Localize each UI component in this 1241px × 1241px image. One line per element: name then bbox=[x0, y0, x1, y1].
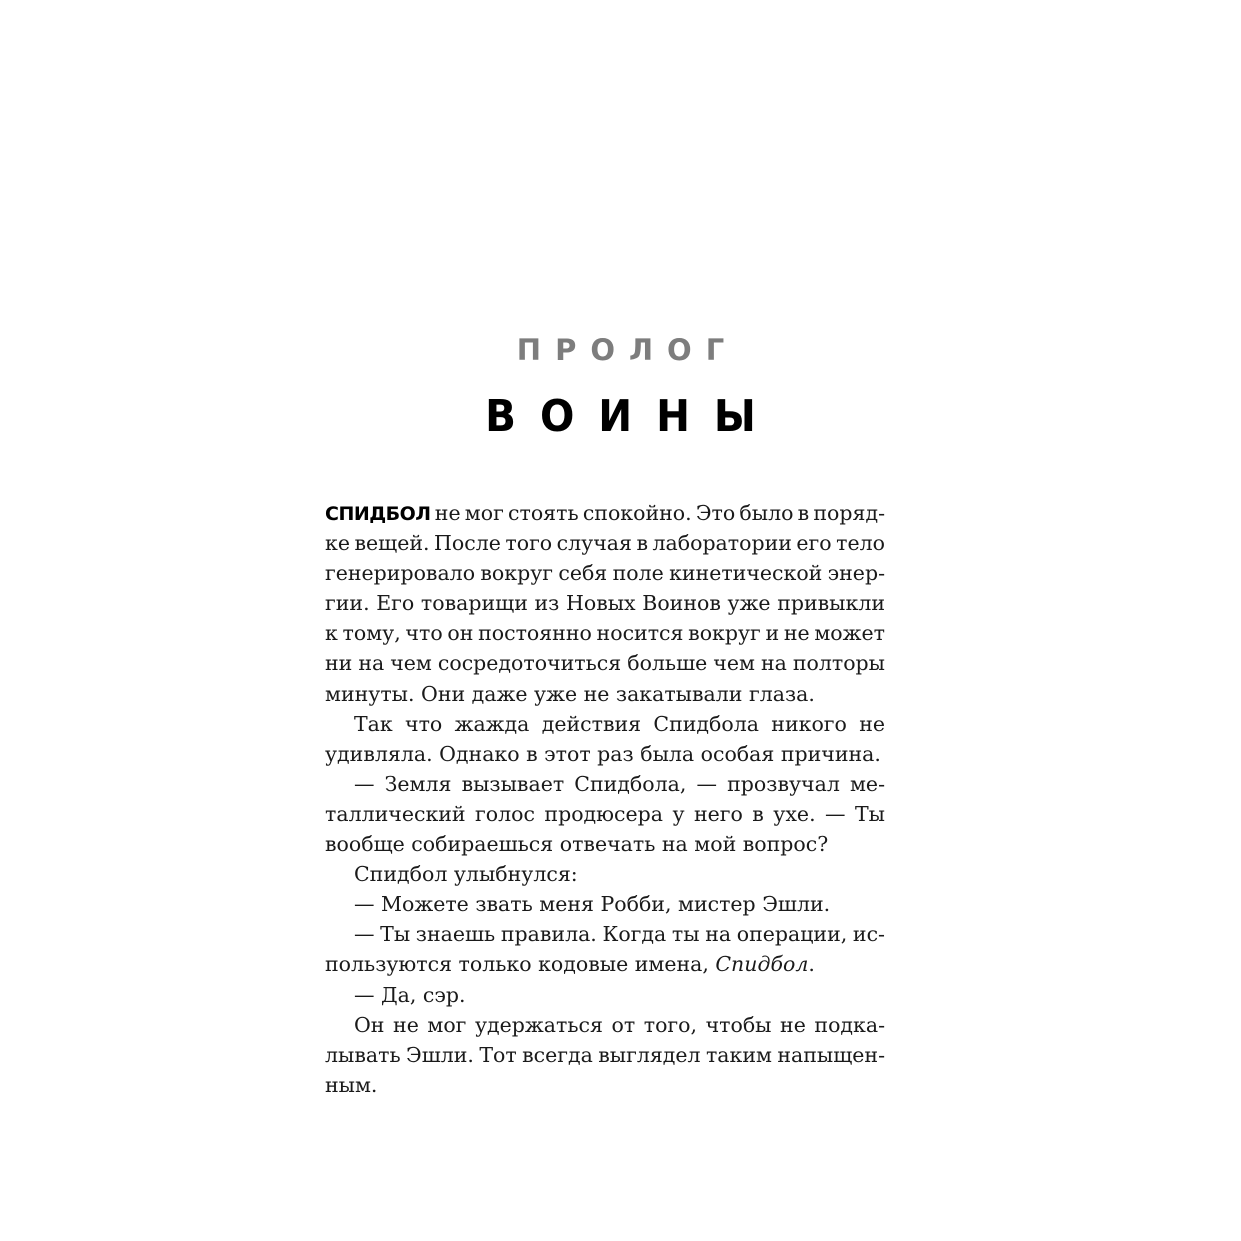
body-text bbox=[325, 498, 885, 1100]
italic-codename: Спидбол bbox=[715, 952, 809, 977]
text-line bbox=[325, 949, 885, 979]
line-text: пользуются только кодовые имена, bbox=[325, 952, 716, 977]
line-text-tail: . bbox=[808, 952, 815, 977]
lead-word: СПИДБОЛ bbox=[325, 503, 431, 525]
text-line bbox=[325, 1040, 885, 1070]
text-line bbox=[325, 1070, 885, 1100]
line-text: — Земля вызывает Спидбола, — прозвучал ме- bbox=[354, 771, 885, 796]
line-text: — Да, сэр. bbox=[354, 982, 466, 1007]
line-text: — Можете звать меня Робби, мистер Эшли. bbox=[354, 892, 831, 917]
text-line bbox=[325, 588, 885, 618]
line-text: Так что жажда действия Спидбола никого не bbox=[354, 711, 885, 736]
text-line bbox=[325, 1010, 885, 1040]
line-text: к тому, что он постоянно носится вокруг и не может bbox=[325, 621, 885, 646]
text-line bbox=[325, 980, 885, 1010]
text-line bbox=[325, 709, 885, 739]
line-text: вообще собираешься отвечать на мой вопрос? bbox=[325, 832, 829, 857]
text-line bbox=[325, 889, 885, 919]
text-line bbox=[325, 618, 885, 648]
text-line bbox=[325, 799, 885, 829]
line-text: удивляла. Однако в этот раз была особая причина. bbox=[325, 741, 881, 766]
line-text: — Ты знаешь правила. Когда ты на операции, ис- bbox=[354, 922, 885, 947]
line-text: минуты. Они даже уже не закатывали глаза. bbox=[325, 681, 815, 706]
text-line bbox=[325, 498, 885, 528]
line-text: Он не мог удержаться от того, чтобы не подка- bbox=[354, 1012, 885, 1037]
line-text: ке вещей. После того случая в лаборатории его тело bbox=[325, 531, 885, 556]
line-text: не мог стоять спокойно. Это было в поряд- bbox=[430, 501, 885, 525]
text-line bbox=[325, 739, 885, 769]
line-text: Спидбол улыбнулся: bbox=[354, 862, 578, 887]
text-line bbox=[325, 829, 885, 859]
text-line bbox=[325, 919, 885, 949]
text-line bbox=[325, 859, 885, 889]
chapter-title: ВОИНЫ bbox=[485, 391, 780, 442]
text-line bbox=[325, 679, 885, 709]
line-text: генерировало вокруг себя поле кинетической энер- bbox=[325, 561, 885, 586]
line-text: лывать Эшли. Тот всегда выглядел таким напыщен- bbox=[325, 1042, 885, 1067]
text-line bbox=[325, 528, 885, 558]
chapter-kicker: ПРОЛОГ bbox=[516, 333, 739, 367]
line-text: ным. bbox=[325, 1072, 378, 1097]
text-line bbox=[325, 648, 885, 678]
line-text: ни на чем сосредоточиться больше чем на полторы bbox=[325, 651, 885, 676]
text-line bbox=[325, 558, 885, 588]
text-line bbox=[325, 769, 885, 799]
line-text: таллический голос продюсера у него в ухе. — Ты bbox=[325, 801, 885, 826]
line-text: гии. Его товарищи из Новых Воинов уже привыкли bbox=[325, 591, 885, 616]
